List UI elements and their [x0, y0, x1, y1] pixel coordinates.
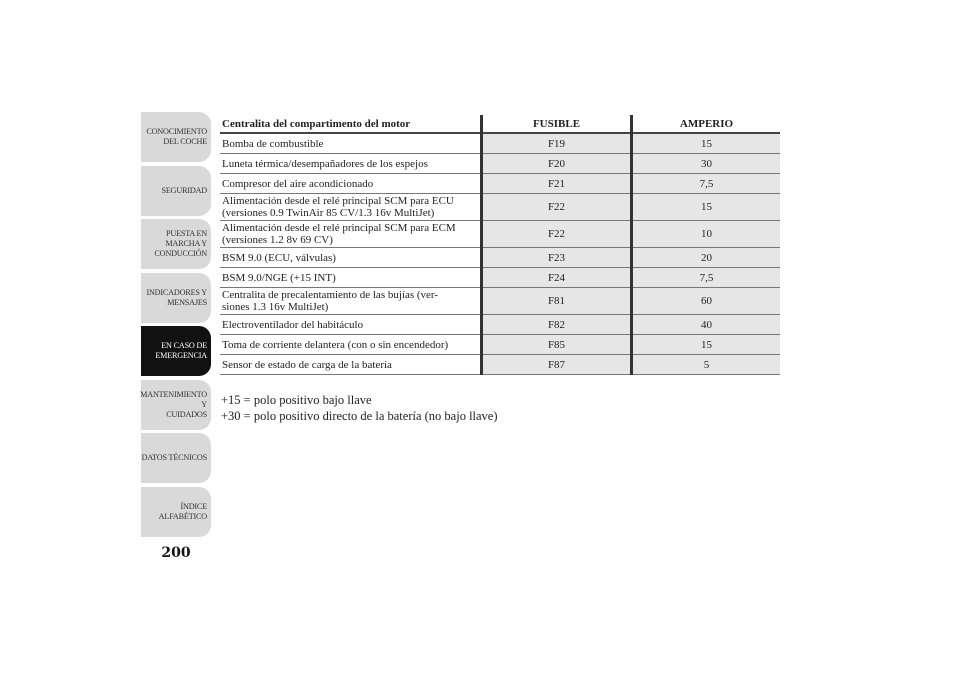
cell-description: Sensor de estado de carga de la batería — [220, 355, 482, 375]
cell-amp: 7,5 — [632, 174, 781, 194]
header-amp: AMPERIO — [632, 115, 781, 133]
sidebar-tab-2[interactable] — [141, 219, 211, 269]
cell-amp: 15 — [632, 194, 781, 221]
sidebar-tab-6[interactable] — [141, 433, 211, 483]
cell-fuse: F87 — [482, 355, 632, 375]
cell-description: BSM 9.0/NGE (+15 INT) — [220, 268, 482, 288]
sidebar-tab-3[interactable] — [141, 273, 211, 323]
cell-fuse: F22 — [482, 194, 632, 221]
cell-description: Alimentación desde el relé principal SCM para ECU (versiones 0.9 TwinAir 85 CV/1.3 16v MultiJet) — [220, 194, 482, 221]
sidebar-tab-label: SEGURIDAD — [161, 185, 207, 195]
cell-fuse: F21 — [482, 174, 632, 194]
cell-amp: 5 — [632, 355, 781, 375]
cell-fuse: F23 — [482, 248, 632, 268]
table-row — [220, 221, 780, 248]
cell-amp: 10 — [632, 221, 781, 248]
cell-description: Electroventilador del habitáculo — [220, 315, 482, 335]
cell-amp: 20 — [632, 248, 781, 268]
sidebar-tab-7[interactable] — [141, 487, 211, 537]
cell-amp: 40 — [632, 315, 781, 335]
sidebar-tab-1[interactable] — [141, 166, 211, 216]
cell-description: Luneta térmica/desempañadores de los espejos — [220, 154, 482, 174]
sidebar-tab-5[interactable] — [141, 380, 211, 430]
cell-fuse: F24 — [482, 268, 632, 288]
sidebar-tab-4[interactable] — [141, 326, 211, 376]
cell-fuse: F81 — [482, 288, 632, 315]
cell-amp: 60 — [632, 288, 781, 315]
header-description: Centralita del compartimento del motor — [220, 115, 482, 133]
cell-description: Bomba de combustible — [220, 133, 482, 154]
cell-amp: 15 — [632, 133, 781, 154]
sidebar-tab-label: PUESTA EN MARCHA Y CONDUCCIÓN — [154, 229, 207, 258]
cell-amp: 30 — [632, 154, 781, 174]
cell-fuse: F85 — [482, 335, 632, 355]
cell-description: Compresor del aire acondicionado — [220, 174, 482, 194]
cell-description: Centralita de precalentamiento de las bujías (ver- siones 1.3 16v MultiJet) — [220, 288, 482, 315]
cell-description: Toma de corriente delantera (con o sin encendedor) — [220, 335, 482, 355]
sidebar-tab-label: MANTENIMIENTO Y CUIDADOS — [140, 389, 207, 419]
table-row — [220, 133, 780, 154]
table-row — [220, 154, 780, 174]
sidebar-tab-label: CONOCIMIENTO DEL COCHE — [146, 127, 207, 146]
sidebar-tab-label: ÍNDICE ALFABÉTICO — [158, 501, 207, 521]
cell-description: Alimentación desde el relé principal SCM para ECM (versiones 1.2 8v 69 CV) — [220, 221, 482, 248]
sidebar-tab-label: INDICADORES Y MENSAJES — [146, 287, 207, 307]
section-sidebar — [141, 112, 211, 540]
header-fuse: FUSIBLE — [482, 115, 632, 133]
table-row — [220, 355, 780, 375]
table-row — [220, 315, 780, 335]
cell-amp: 7,5 — [632, 268, 781, 288]
cell-description: BSM 9.0 (ECU, válvulas) — [220, 248, 482, 268]
sidebar-tab-label: DATOS TÉCNICOS — [141, 453, 207, 462]
table-row — [220, 268, 780, 288]
table-row — [220, 194, 780, 221]
table-row — [220, 174, 780, 194]
table-row — [220, 248, 780, 268]
table-header-row — [220, 115, 780, 133]
note-plus15: +15 = polo positivo bajo llave — [221, 393, 372, 407]
table-row — [220, 335, 780, 355]
cell-amp: 15 — [632, 335, 781, 355]
table-row — [220, 288, 780, 315]
cell-fuse: F82 — [482, 315, 632, 335]
sidebar-tab-label: EN CASO DE EMERGENCIA — [155, 341, 207, 360]
cell-fuse: F20 — [482, 154, 632, 174]
sidebar-tab-0[interactable] — [141, 112, 211, 162]
fuse-table — [220, 115, 780, 375]
notes — [221, 392, 781, 424]
cell-fuse: F22 — [482, 221, 632, 248]
note-plus30: +30 = polo positivo directo de la batería (no bajo llave) — [221, 409, 498, 423]
page-number: 200 — [161, 545, 191, 561]
cell-fuse: F19 — [482, 133, 632, 154]
